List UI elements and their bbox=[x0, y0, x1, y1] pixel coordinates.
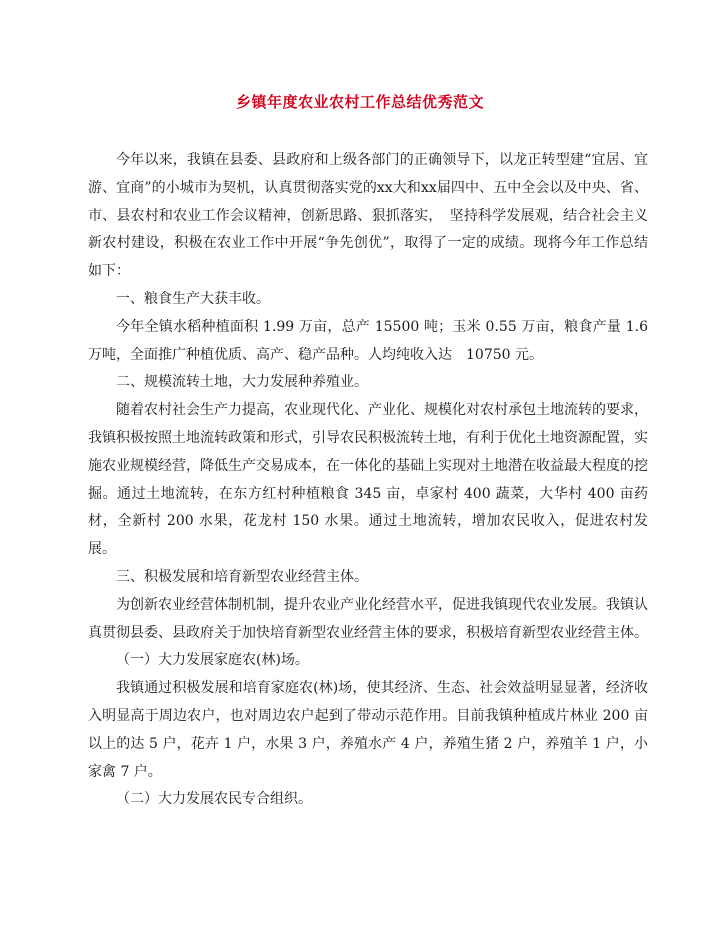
paragraph-new-entities: 为创新农业经营体制机制，提升农业产业化经营水平，促进我镇现代农业发展。我镇认真贯彻县委、县政府关于加快培育新型农业经营主体的要求，积极培育新型农业经营主体。 bbox=[88, 596, 648, 641]
section-heading-2: 二、规模流转土地，大力发展种养殖业。 bbox=[116, 374, 368, 391]
document-body bbox=[88, 147, 648, 814]
paragraph-family-farms: 我镇通过积极发展和培育家庭农(林)场，使其经济、生态、社会效益明显显著，经济收入明显高于周边农户，也对周边农户起到了带动示范作用。目前我镇种植成片林业 200 亩以上的达 5 户，花卉 1 户，水果 3 户，养殖水产 4 户，养殖生猪 2 户，养殖羊 1 户，小家禽 7 户。 bbox=[88, 680, 648, 780]
document-title: 乡镇年度农业农村工作总结优秀范文 bbox=[235, 93, 484, 111]
paragraph-land-transfer: 随着农村社会生产力提高，农业现代化、产业化、规模化对农村承包土地流转的要求，我镇积极按照土地流转政策和形式，引导农民积极流转土地，有利于优化土地资源配置，实施农业规模经营，降低生产交易成本，在一体化的基础上实现对土地潜在收益最大程度的挖掘。通过土地流转，在东方红村种植粮食 345 亩，卓家村 400 蔬菜，大华村 400 亩药材，全新村 200 水果，花龙村 150 水果。通过土地流转，增加农民收入，促进农村发展。 bbox=[88, 402, 648, 558]
section-heading-1: 一、粮食生产大获丰收。 bbox=[116, 290, 270, 307]
section-heading-3: 三、积极发展和培育新型农业经营主体。 bbox=[116, 568, 368, 585]
subsection-heading-2: （二）大力发展农民专合组织。 bbox=[116, 791, 312, 808]
paragraph-intro: 今年以来，我镇在县委、县政府和上级各部门的正确领导下，以龙正转型建“宜居、宜游、宜商”的小城市为契机，认真贯彻落实党的xx大和xx届四中、五中全会以及中央、省、市、县农村和农业工作会议精神，创新思路、狠抓落实， 坚持科学发展观，结合社会主义新农村建设，积极在农业工作中开展“争先创优”，取得了一定的成绩。现将今年工作总结如下： bbox=[88, 152, 648, 280]
paragraph-grain: 今年全镇水稻种植面积 1.99 万亩，总产 15500 吨；玉米 0.55 万亩，粮食产量 1.6 万吨，全面推广种植优质、高产、稳产品种。人均纯收入达 10750 元。 bbox=[88, 318, 648, 363]
subsection-heading-1: （一）大力发展家庭农(林)场。 bbox=[116, 652, 309, 669]
